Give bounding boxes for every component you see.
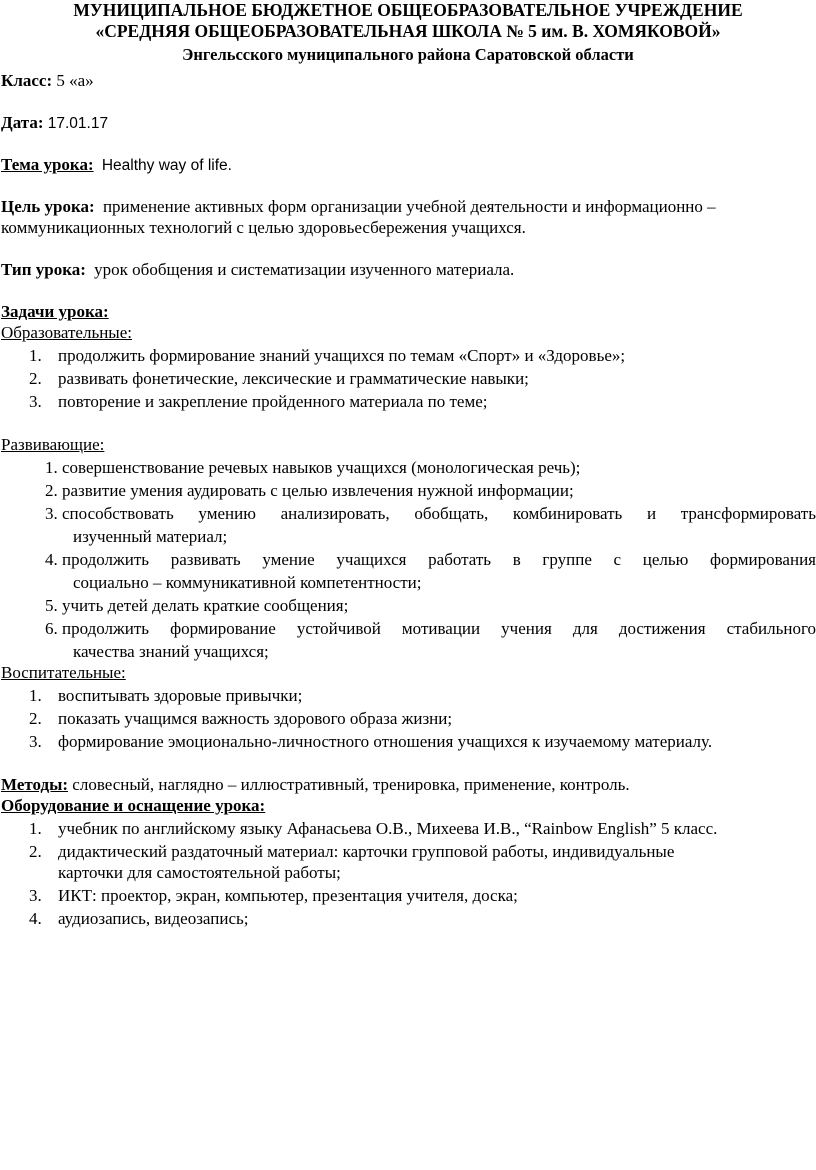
list-item-continuation: качества знаний учащихся;: [73, 642, 269, 661]
list-item-continuation: социально – коммуникативной компетентности;: [73, 573, 422, 592]
class-row: [1, 70, 94, 91]
date-label: Дата:: [1, 113, 44, 132]
list-number: 1.: [29, 819, 42, 838]
list-number: 2.: [29, 709, 42, 728]
list-number: 2.: [29, 842, 42, 861]
list-number: 1.: [29, 346, 42, 365]
list-number: 3.: [45, 504, 58, 523]
date-row: [1, 112, 108, 134]
list-item: воспитывать здоровые привычки;: [58, 686, 303, 705]
list-number: 2.: [29, 369, 42, 388]
list-item-continuation: изученный материал;: [73, 527, 228, 546]
developing-heading: Развивающие:: [1, 435, 105, 454]
list-number: 3.: [29, 886, 42, 905]
date-value: 17.01.17: [47, 115, 109, 132]
list-item: формирование эмоционально-личностного отношения учащихся к изучаемому материалу.: [58, 732, 713, 751]
methods-row: [1, 774, 630, 795]
list-item: учить детей делать краткие сообщения;: [62, 596, 349, 615]
type-row: [1, 259, 514, 280]
list-number: 5.: [45, 596, 58, 615]
goal-text-line1: применение активных форм организации учебной деятельности и информационно –: [102, 197, 716, 216]
list-item: повторение и закрепление пройденного материала по теме;: [58, 392, 488, 411]
topic-label: Тема урока:: [1, 155, 94, 174]
list-item: аудиозапись, видеозапись;: [58, 909, 249, 928]
list-number: 3.: [29, 732, 42, 751]
list-number: 2.: [45, 481, 58, 500]
methods-value: словесный, наглядно – иллюстративный, тренировка, применение, контроль.: [72, 775, 630, 794]
topic-row: [1, 154, 232, 176]
upbringing-heading: Воспитательные:: [1, 663, 126, 682]
list-item: учебник по английскому языку Афанасьева О.В., Михеева И.В., “Rainbow English” 5 класс.: [58, 819, 718, 838]
list-number: 3.: [29, 392, 42, 411]
list-item: продолжить формирование знаний учащихся по темам «Спорт» и «Здоровье»;: [58, 346, 626, 365]
school-name-line1: МУНИЦИПАЛЬНОЕ БЮДЖЕТНОЕ ОБЩЕОБРАЗОВАТЕЛЬНОЕ УЧРЕЖДЕНИЕ: [73, 0, 743, 20]
goal-text-line2: коммуникационных технологий с целью здоровьесбережения учащихся.: [1, 218, 526, 237]
list-number: 4.: [29, 909, 42, 928]
type-label: Тип урока:: [1, 260, 86, 279]
school-region: Энгельсского муниципального района Саратовской области: [182, 45, 634, 64]
methods-label: Методы:: [1, 775, 69, 794]
class-label: Класс:: [1, 71, 53, 90]
type-value: урок обобщения и систематизации изученного материала.: [94, 260, 515, 279]
list-item: способствовать умению анализировать, обобщать, комбинировать и трансформировать: [62, 504, 816, 523]
list-item: продолжить развивать умение учащихся работать в группе с целью формирования: [62, 550, 816, 569]
tasks-heading: Задачи урока:: [1, 302, 109, 321]
school-name-line2: «СРЕДНЯЯ ОБЩЕОБРАЗОВАТЕЛЬНАЯ ШКОЛА № 5 им. В. ХОМЯКОВОЙ»: [95, 21, 721, 41]
list-item: продолжить формирование устойчивой мотивации учения для достижения стабильного: [62, 619, 816, 638]
class-value: 5 «а»: [56, 71, 94, 90]
list-number: 1.: [29, 686, 42, 705]
goal-row: [1, 196, 716, 217]
list-number: 4.: [45, 550, 58, 569]
list-item: совершенствование речевых навыков учащихся (монологическая речь);: [62, 458, 581, 477]
list-number: 6.: [45, 619, 58, 638]
list-item: дидактический раздаточный материал: карточки групповой работы, индивидуальные: [58, 842, 675, 861]
list-item: развивать фонетические, лексические и грамматические навыки;: [58, 369, 529, 388]
topic-value: Healthy way of life.: [101, 157, 232, 174]
list-number: 1.: [45, 458, 58, 477]
list-item: показать учащимся важность здорового образа жизни;: [58, 709, 453, 728]
goal-label: Цель урока:: [1, 197, 95, 216]
educational-heading: Образовательные:: [1, 323, 132, 342]
list-item: ИКТ: проектор, экран, компьютер, презентация учителя, доска;: [58, 886, 518, 905]
list-item: развитие умения аудировать с целью извлечения нужной информации;: [62, 481, 574, 500]
list-item-continuation: карточки для самостоятельной работы;: [58, 863, 341, 882]
equipment-heading: Оборудование и оснащение урока:: [1, 796, 266, 815]
